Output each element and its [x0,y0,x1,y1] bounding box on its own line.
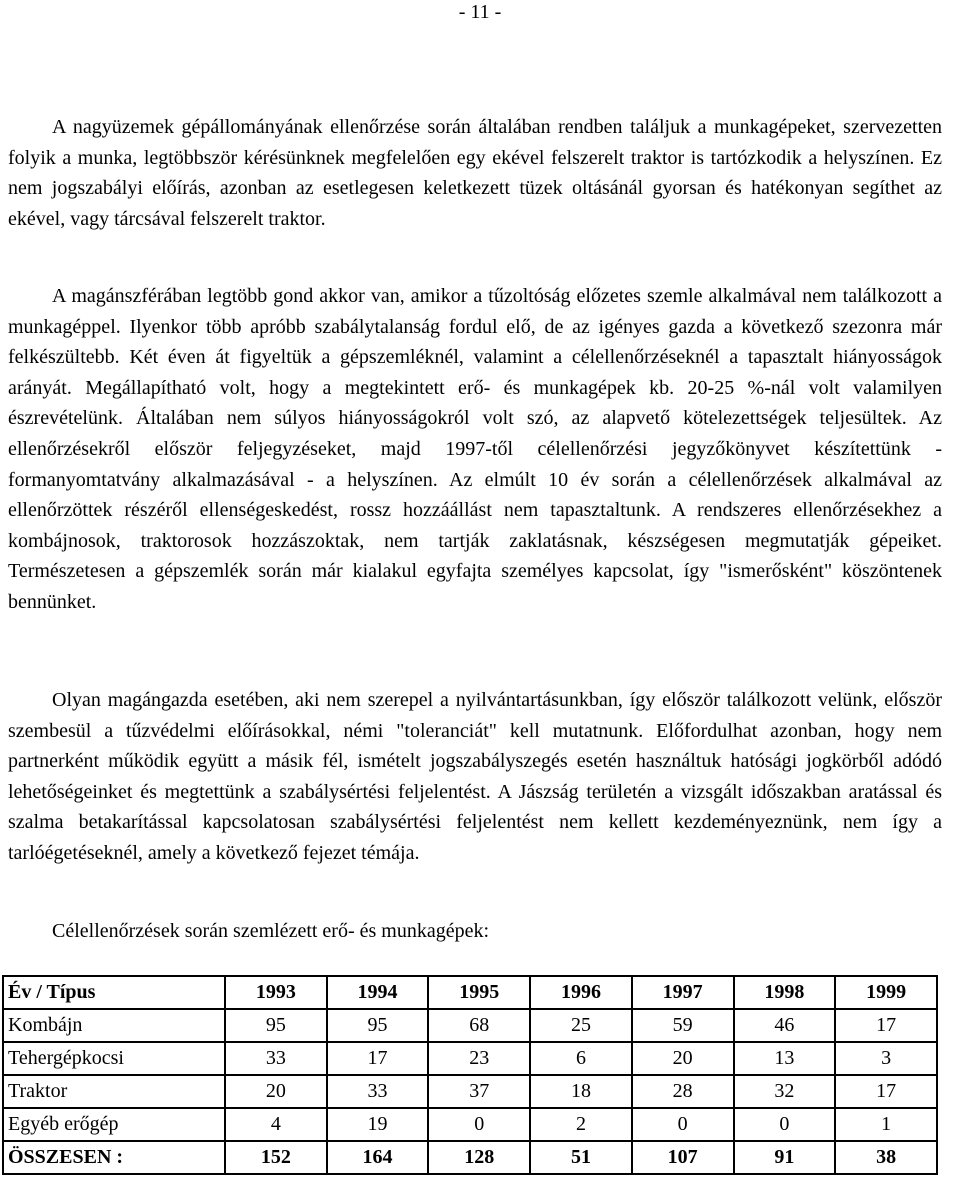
table-cell: 4 [225,1108,327,1141]
table-cell: 152 [225,1141,327,1174]
table-row-kombajn [3,1009,937,1042]
table-cell: 1 [835,1108,937,1141]
table-row-egyeb-erogep [3,1108,937,1141]
table-cell: 17 [327,1042,429,1075]
table-cell: 13 [734,1042,836,1075]
table-cell: 17 [835,1009,937,1042]
header-cell-year: 1998 [734,976,836,1009]
table-cell: 95 [327,1009,429,1042]
table-cell: 164 [327,1141,429,1174]
header-cell-year: 1997 [632,976,734,1009]
table-cell: 32 [734,1075,836,1108]
table-cell: 20 [632,1042,734,1075]
table-cell: 68 [428,1009,530,1042]
table-cell: 33 [327,1075,429,1108]
table-cell: 25 [530,1009,632,1042]
header-cell-year: 1994 [327,976,429,1009]
table-cell: 17 [835,1075,937,1108]
table-row-traktor [3,1075,937,1108]
row-label: Egyéb erőgép [3,1108,225,1141]
paragraph-machinery-inspection: A nagyüzemek gépállományának ellenőrzése során általában rendben találjuk a munkagépeket, szervezetten folyik a munka, legtöbbször kérésünknek megfelelően egy ekével felszerelt traktor is tartózkodik a helyszínen. Ez nem jogszabályi előírás, azonban az esetlegesen keletkezett tüzek oltásánál gyorsan és hatékonyan segíthet az ekével, vagy tárcsával felszerelt traktor. [8,116,942,230]
table-cell: 3 [835,1042,937,1075]
paragraph-private-sector: A magánszférában legtöbb gond akkor van, amikor a tűzoltóság előzetes szemle alkalmával nem találkozott a munkagéppel. Ilyenkor több apróbb szabálytalanság fordul elő, de az igényes gazda a következő szezonra már felkészültebb. Két éven át figyeltük a gépszemléknél, valamint a célellenőrzéseknél a tapasztalt hiányosságok arányát. Megállapítható volt, hogy a megtekintett erő- és munkagépek kb. 20-25 %-nál volt valamilyen észrevételünk. Általában nem súlyos hiányosságokról volt szó, az alapvető kötelezettségek teljesültek. Az ellenőrzésekről először feljegyzéseket, majd 1997-től célellenőrzési jegyzőkönyvet készítettünk - formanyomtatvány alkalmazásával - a helyszínen. Az elmúlt 10 év során a célellenőrzések alkalmával az ellenőrzöttek részéről ellenségeskedést, rossz hozzáállást nem tapasztaltunk. A rendszeres ellenőrzésekhez a kombájnosok, traktorosok hozzászoktak, nem tartják zaklatásnak, készségesen megmutatják gépeiket. Természetesen a gépszemlék során már kialakul egyfajta személyes kapcsolat, így "ismerősként" köszöntenek bennünket. [8,285,942,613]
table-cell: 0 [428,1108,530,1141]
table-cell: 18 [530,1075,632,1108]
table-cell: 28 [632,1075,734,1108]
table-cell: 33 [225,1042,327,1075]
table-cell: 128 [428,1141,530,1174]
paragraph-private-farmer: Olyan magángazda esetében, aki nem szerepel a nyilvántartásunkban, így először találkozott velünk, először szembesül a tűzvédelmi előírásokkal, némi "toleranciát" kell mutatnunk. Előfordulhat azonban, hogy nem partnerként működik együtt a másik fél, ismételt jogszabályszegés esetén használtuk hatósági jogkörből adódó lehetőségeinket és megtettünk a szabálysértési feljelentést. A Jászság területén a vizsgált időszakban aratással és szalma betakarítással kapcsolatosan szabálysértési feljelentést nem kellett kezdeményeznünk, nem így a tarlóégetéseknél, amely a következő fejezet témája. [8,689,942,864]
header-cell-year: 1993 [225,976,327,1009]
header-cell-year: 1996 [530,976,632,1009]
page-number: - 11 - [458,1,502,23]
header-cell-year: 1999 [835,976,937,1009]
row-label: Kombájn [3,1009,225,1042]
table-cell: 51 [530,1141,632,1174]
table-cell: 46 [734,1009,836,1042]
table-cell: 2 [530,1108,632,1141]
table-cell: 91 [734,1141,836,1174]
header-cell-type: Év / Típus [3,976,225,1009]
table-caption: Célellenőrzések során szemlézett erő- és munkagépek: [52,920,490,942]
table-row-total [3,1141,937,1174]
table-cell: 38 [835,1141,937,1174]
table-cell: 23 [428,1042,530,1075]
table-cell: 6 [530,1042,632,1075]
table-cell: 37 [428,1075,530,1108]
table-header-row [3,976,937,1009]
table-cell: 107 [632,1141,734,1174]
table-row-tehergepkocsi [3,1042,937,1075]
table-cell: 59 [632,1009,734,1042]
table-cell: 0 [734,1108,836,1141]
table-cell: 20 [225,1075,327,1108]
table-cell: 19 [327,1108,429,1141]
row-label: Tehergépkocsi [3,1042,225,1075]
inspected-machines-table [2,975,938,1175]
table-cell: 0 [632,1108,734,1141]
table-cell: 95 [225,1009,327,1042]
header-cell-year: 1995 [428,976,530,1009]
row-label: Traktor [3,1075,225,1108]
row-label: ÖSSZESEN : [3,1141,225,1174]
